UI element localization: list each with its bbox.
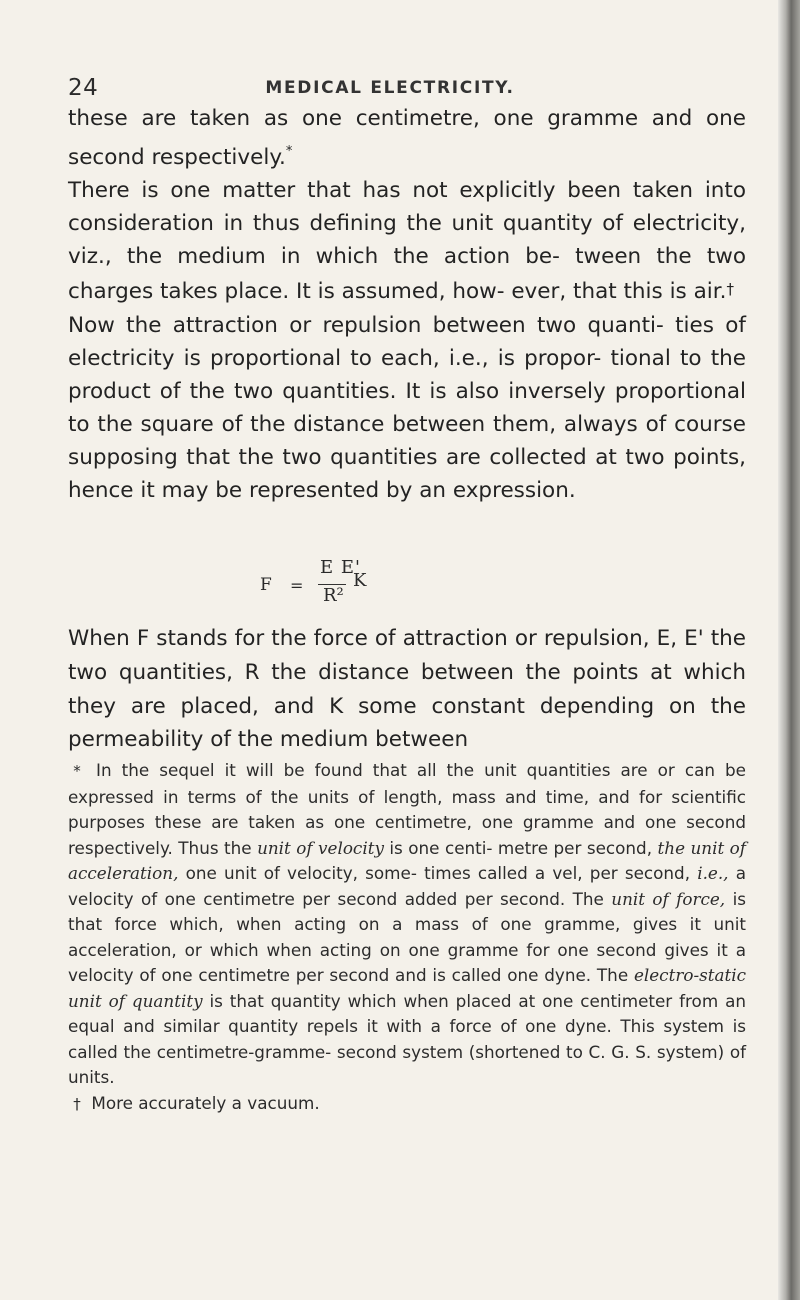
footnote-star-text-5: is that force which, when acting on a mass of one gramme, gives it unit acceleration, or which when acting on one gramme for one second gives it a velocity of one centimetre per second and is called one dyne. The — [68, 888, 746, 985]
footnotes — [68, 758, 746, 1117]
footnote-star — [68, 758, 746, 1091]
paragraph-2-text: There is one matter that has not explicitly been taken into consideration in thus defining the unit quantity of electricity, viz., the medium in which the action be- tween the two charges takes place. It is assumed, how- ever, that this is air. — [68, 178, 746, 305]
main-text — [68, 102, 746, 507]
paragraph-1-text: these are taken as one centimetre, one gramme and one second respectively. — [68, 106, 746, 171]
paragraph-1 — [68, 102, 746, 174]
equation-force-symbol: F — [260, 575, 272, 595]
footnote-star-text-3: one unit of velocity, some- times called a vel, per second, — [178, 863, 698, 883]
equation-denominator: R² — [323, 585, 344, 606]
paragraph-4-text: When F stands for the force of attraction or repulsion, E, E' the two quantities, R the distance between the points at which they are placed, and K some constant depending on the permeability of the medium between — [68, 626, 746, 753]
equation-numerator: E E' — [320, 557, 361, 578]
footnote-reference-dagger: † — [726, 280, 734, 299]
footnote-star-italic-acceleration: the unit of acceleration, — [68, 837, 746, 883]
paragraph-3 — [68, 309, 746, 508]
equation-equals-sign: = — [290, 576, 304, 595]
definition-paragraph — [68, 622, 746, 757]
page-number: 24 — [68, 75, 99, 101]
footnote-star-text-6: is that quantity which when placed at one centimeter from an equal and similar quantity repels it with a force of one dyne. This system is called the centimetre-gramme- second system (shortened to C. G. S. system) of units. — [68, 990, 746, 1087]
footnote-reference-star: * — [285, 144, 293, 160]
footnote-star-text: In the sequel it will be found that all the unit quantities are or can be expressed in terms of the units of length, mass and time, and for scientific purposes these are taken as one centimetre, one gramme and one second respectively. Thus the — [68, 760, 747, 858]
footnote-dagger-text: More accurately a vacuum. — [91, 1092, 320, 1113]
footnote-star-text-4: a velocity of one centimetre per second added per second. The — [68, 863, 746, 909]
footnote-dagger — [68, 1091, 746, 1118]
paragraph-2 — [68, 174, 746, 308]
paragraph-3-text: Now the attraction or repulsion between two quanti- ties of electricity is proportional to each, i.e., is propor- tional to the product of the two quantities. It is also inversely proportional to the square of the distance between them, always of course supposing that the two quantities are collected at two points, hence it may be represented by an expression. — [68, 312, 746, 504]
coulomb-law-equation — [260, 557, 500, 615]
footnote-star-italic-electrostatic: electro-static unit of quantity — [68, 965, 746, 1011]
running-title: MEDICAL ELECTRICITY. — [265, 78, 515, 98]
footnote-star-mark: * — [73, 762, 81, 780]
equation-constant: K — [353, 570, 367, 591]
footnote-dagger-mark: † — [73, 1094, 81, 1113]
footnote-star-italic-ie: i.e., — [697, 863, 729, 883]
footnote-star-italic-force: unit of force, — [611, 888, 726, 909]
footnote-star-text-2: is one centi- metre per second, — [383, 837, 658, 858]
footnote-star-italic-unit-velocity: unit of velocity — [257, 837, 384, 858]
page-edge-shadow — [778, 0, 800, 1300]
